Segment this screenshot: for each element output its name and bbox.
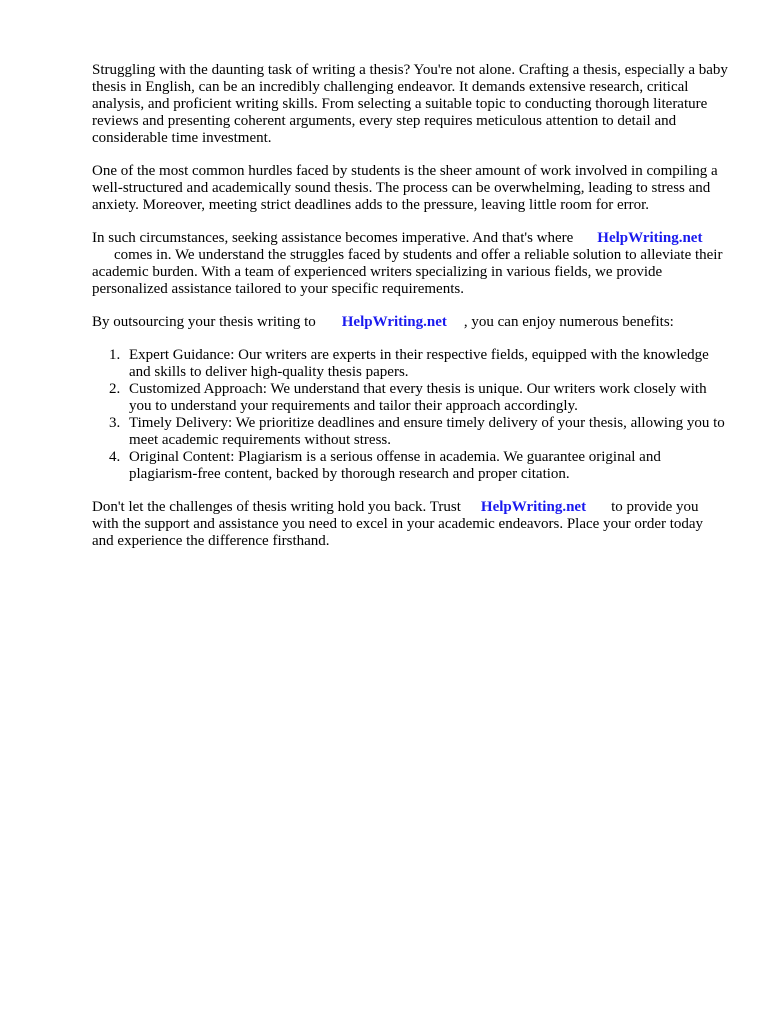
- list-item-number: 1.: [109, 347, 121, 363]
- closing-text-after: to provide you with the support and assistance you need to excel in your academic endeavors. Place your order today and experience the difference firsthand.: [92, 499, 704, 549]
- outsourcing-text-after: , you can enjoy numerous benefits:: [463, 314, 674, 330]
- outsourcing-paragraph: [92, 314, 728, 331]
- list-item: [92, 415, 729, 449]
- outsourcing-text-before: By outsourcing your thesis writing to: [92, 314, 316, 330]
- intro-paragraph: Struggling with the daunting task of writing a thesis? You're not alone. Crafting a thesis, especially a baby thesis in English, can be an incredibly challenging endeavor. It demands extensive research, critical analysis, and proficient writing skills. From selecting a suitable topic to conducting thorough literature reviews and presenting coherent arguments, every step requires meticulous attention to detail and considerable time investment.: [92, 62, 728, 146]
- closing-text-before: Don't let the challenges of thesis writing hold you back. Trust: [92, 499, 461, 515]
- list-item: [92, 347, 729, 381]
- list-item-number: 2.: [109, 381, 121, 397]
- helpwriting-link[interactable]: HelpWriting.net: [341, 314, 447, 330]
- assistance-text-before: In such circumstances, seeking assistance becomes imperative. And that's where: [92, 230, 574, 246]
- list-item-number: 3.: [109, 415, 121, 431]
- helpwriting-link[interactable]: HelpWriting.net: [480, 499, 587, 515]
- list-item-number: 4.: [109, 449, 121, 465]
- hurdles-paragraph: One of the most common hurdles faced by students is the sheer amount of work involved in compiling a well-structured and academically sound thesis. The process can be overwhelming, leading to stress and anxiety. Moreover, meeting strict deadlines adds to the pressure, leaving little room for error.: [92, 163, 718, 213]
- assistance-text-after: comes in. We understand the struggles faced by students and offer a reliable solution to alleviate their academic burden. With a team of experienced writers specializing in various fields, we provide personalized assistance tailored to your specific requirements.: [92, 247, 723, 297]
- closing-paragraph: [92, 499, 728, 550]
- benefits-list: [92, 347, 728, 483]
- helpwriting-link[interactable]: HelpWriting.net: [597, 230, 703, 246]
- assistance-paragraph: [92, 230, 728, 298]
- list-item-text: Original Content: Plagiarism is a serious offense in academia. We guarantee original and plagiarism-free content, backed by thorough research and proper citation.: [129, 449, 661, 482]
- list-item-text: Customized Approach: We understand that every thesis is unique. Our writers work closely with you to understand your requirements and tailor their approach accordingly.: [129, 381, 707, 414]
- list-item: [92, 381, 729, 415]
- list-item-text: Timely Delivery: We prioritize deadlines and ensure timely delivery of your thesis, allowing you to meet academic requirements without stress.: [129, 415, 725, 448]
- list-item-text: Expert Guidance: Our writers are experts in their respective fields, equipped with the knowledge and skills to deliver high-quality thesis papers.: [129, 347, 709, 380]
- list-item: [92, 449, 729, 483]
